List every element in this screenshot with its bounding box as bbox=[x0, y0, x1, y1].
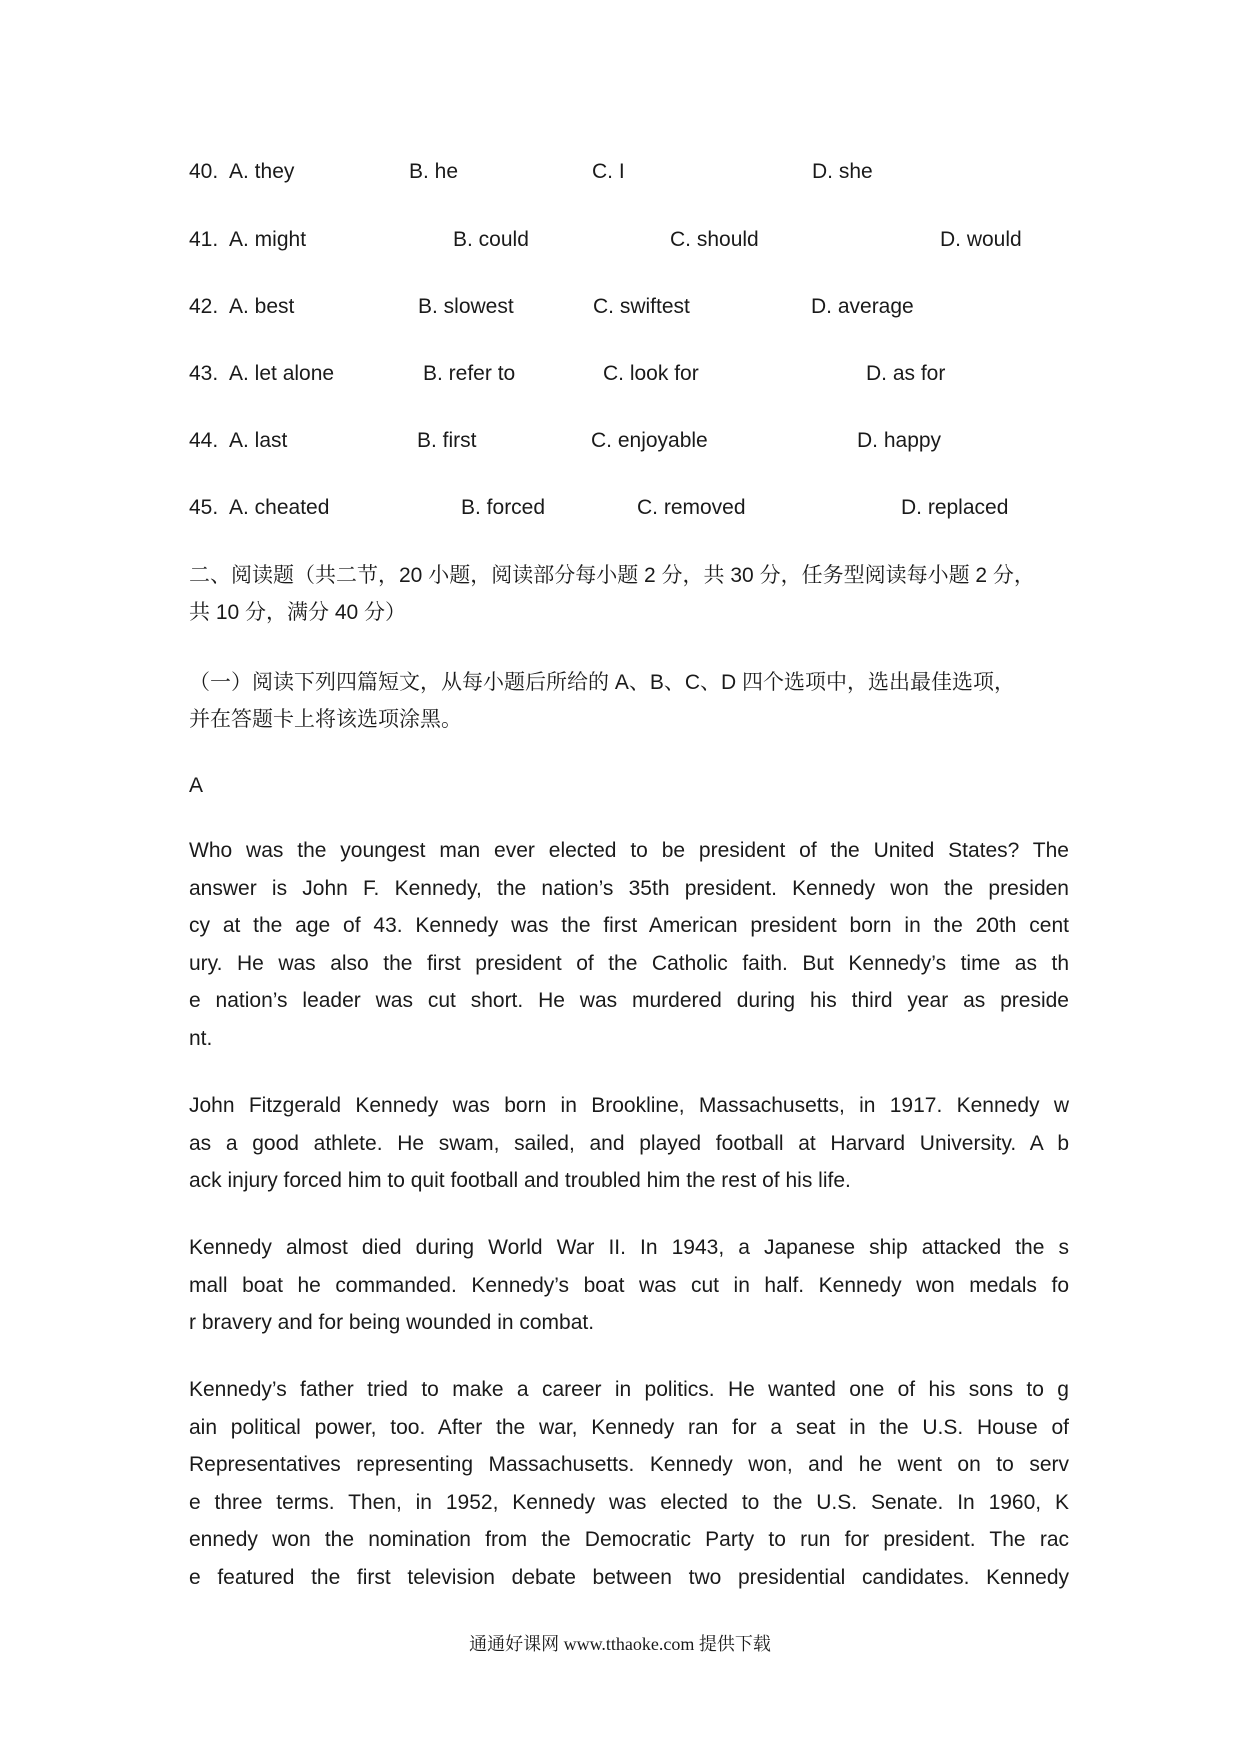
option-c: C. I bbox=[592, 160, 625, 183]
text-line: as a good athlete. He swam, sailed, and played football at Harvard University. A b bbox=[189, 1131, 1069, 1155]
option-a: A. they bbox=[229, 160, 295, 183]
passage-paragraph-4 bbox=[189, 1371, 1069, 1597]
section-heading bbox=[189, 557, 1069, 631]
text-line: answer is John F. Kennedy, the nation’s 35th president. Kennedy won the presiden bbox=[189, 876, 1069, 900]
text-line: Representatives representing Massachusetts. Kennedy won, and he went on to serv bbox=[189, 1453, 1069, 1477]
option-a: A. last bbox=[229, 429, 288, 452]
text-line: e three terms. Then, in 1952, Kennedy was elected to the U.S. Senate. In 1960, K bbox=[189, 1490, 1069, 1514]
page-footer: 通通好课网 www.tthaoke.com 提供下载 bbox=[469, 1634, 771, 1654]
question-number: 44. bbox=[189, 429, 219, 452]
section-instruction bbox=[189, 664, 1069, 738]
option-b: B. refer to bbox=[423, 362, 516, 385]
question-number: 41. bbox=[189, 228, 219, 251]
option-b: B. first bbox=[417, 429, 477, 452]
option-a: A. might bbox=[229, 228, 307, 251]
text-line: Who was the youngest man ever elected to be president of the United States? The bbox=[189, 839, 1069, 862]
option-c: C. swiftest bbox=[593, 295, 690, 318]
text-line: r bravery and for being wounded in combat. bbox=[189, 1311, 595, 1335]
section-heading-line: 二、阅读题（共二节，20 小题，阅读部分每小题 2 分，共 30 分，任务型阅读每小题 2 分， bbox=[189, 564, 1035, 587]
instruction-line: （一）阅读下列四篇短文，从每小题后所给的 A、B、C、D 四个选项中，选出最佳选项， bbox=[189, 671, 1016, 694]
option-a: A. cheated bbox=[229, 496, 330, 519]
question-number: 42. bbox=[189, 295, 219, 318]
text-line: ennedy won the nomination from the Democratic Party to run for president. The rac bbox=[189, 1528, 1069, 1552]
option-d: D. she bbox=[812, 160, 873, 183]
option-d: D. replaced bbox=[901, 496, 1009, 519]
option-c: C. look for bbox=[603, 362, 699, 385]
option-d: D. average bbox=[811, 295, 914, 318]
question-number: 45. bbox=[189, 496, 219, 519]
option-b: B. he bbox=[409, 160, 459, 183]
option-b: B. forced bbox=[461, 496, 546, 519]
option-a: A. let alone bbox=[229, 362, 335, 385]
option-b: B. could bbox=[453, 228, 529, 251]
text-line: John Fitzgerald Kennedy was born in Brookline, Massachusetts, in 1917. Kennedy w bbox=[189, 1094, 1069, 1117]
text-line: nt. bbox=[189, 1026, 213, 1050]
text-line: e nation’s leader was cut short. He was murdered during his third year as preside bbox=[189, 989, 1069, 1013]
text-line: Kennedy almost died during World War II. In 1943, a Japanese ship attacked the s bbox=[189, 1236, 1069, 1259]
question-number: 43. bbox=[189, 362, 219, 385]
option-c: C. should bbox=[670, 228, 759, 251]
option-d: D. as for bbox=[866, 362, 946, 385]
text-line: e featured the first television debate between two presidential candidates. Kennedy bbox=[189, 1565, 1069, 1589]
option-c: C. removed bbox=[637, 496, 746, 519]
option-d: D. would bbox=[940, 228, 1022, 251]
text-line: Kennedy’s father tried to make a career in politics. He wanted one of his sons to g bbox=[189, 1378, 1069, 1401]
option-c: C. enjoyable bbox=[591, 429, 708, 452]
option-d: D. happy bbox=[857, 429, 942, 452]
text-line: ain political power, too. After the war, Kennedy ran for a seat in the U.S. House of bbox=[189, 1415, 1069, 1439]
text-line: ury. He was also the first president of the Catholic faith. But Kennedy’s time as th bbox=[189, 951, 1069, 975]
passage-paragraph-2 bbox=[189, 1087, 1069, 1200]
passage-label: A bbox=[189, 774, 204, 797]
question-number: 40. bbox=[189, 160, 219, 183]
option-b: B. slowest bbox=[418, 295, 514, 318]
text-line: mall boat he commanded. Kennedy’s boat was cut in half. Kennedy won medals fo bbox=[189, 1273, 1069, 1297]
passage-paragraph-1 bbox=[189, 832, 1069, 1058]
text-line: ack injury forced him to quit football and troubled him the rest of his life. bbox=[189, 1169, 851, 1193]
text-line: cy at the age of 43. Kennedy was the first American president born in the 20th cent bbox=[189, 914, 1069, 938]
instruction-line: 并在答题卡上将该选项涂黑。 bbox=[189, 708, 462, 731]
passage-paragraph-3 bbox=[189, 1229, 1069, 1342]
option-a: A. best bbox=[229, 295, 295, 318]
section-heading-line: 共 10 分，满分 40 分） bbox=[189, 601, 407, 624]
